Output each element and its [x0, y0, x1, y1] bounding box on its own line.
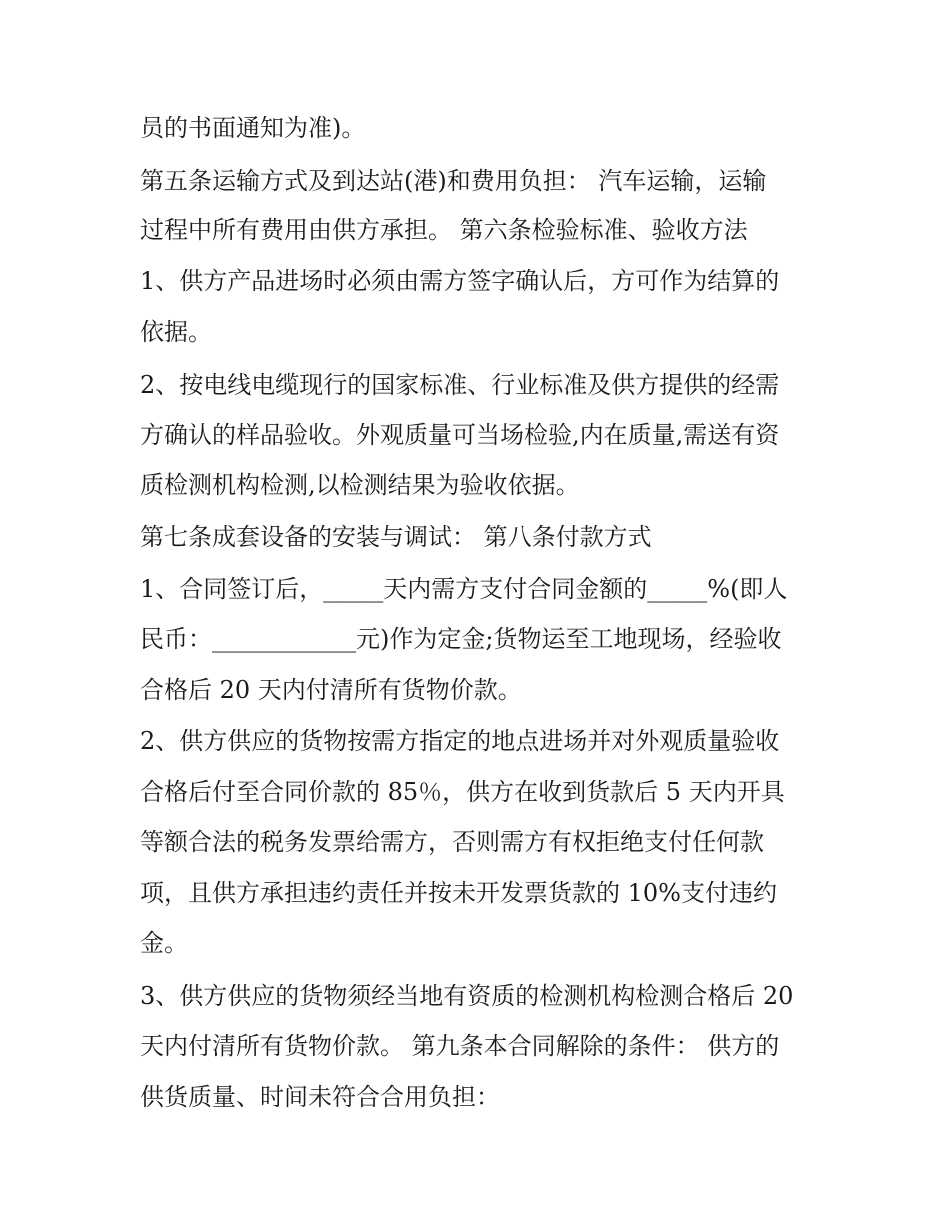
text-line: 合格后 20 天内付清所有货物价款。	[140, 676, 522, 704]
text-line: 金。	[140, 929, 188, 957]
text-line: 依据。	[140, 318, 212, 346]
text-line: 2、供方供应的货物按需方指定的地点进场并对外观质量验收	[140, 727, 780, 755]
text-line: 合格后付至合同价款的 85％，供方在收到货款后 5 天内开具	[140, 778, 785, 806]
text-line: 方确认的样品验收。外观质量可当场检验,内在质量,需送有资	[140, 421, 780, 449]
text-line: 项，且供方承担违约责任并按未开发票货款的 10%支付违约	[140, 879, 777, 907]
text-line: 第五条运输方式及到达站(港)和费用负担： 汽车运输，运输	[140, 167, 767, 195]
text-line: 天内付清所有货物价款。 第九条本合同解除的条件： 供方的	[140, 1032, 780, 1060]
text-line: 过程中所有费用由供方承担。 第六条检验标准、验收方法	[140, 216, 748, 244]
text-line: 等额合法的税务发票给需方，否则需方有权拒绝支付任何款	[140, 828, 764, 856]
text-line: 第七条成套设备的安装与调试： 第八条付款方式	[140, 523, 652, 551]
text-line: 质检测机构检测,以检测结果为验收依据。	[140, 471, 580, 499]
text-line: 1、合同签订后，_____天内需方支付合同金额的_____%(即人	[140, 575, 788, 603]
text-line: 1、供方产品进场时必须由需方签字确认后，方可作为结算的	[140, 267, 780, 295]
text-line: 员的书面通知为准)。	[140, 114, 366, 142]
text-line: 3、供方供应的货物须经当地有资质的检测机构检测合格后 20	[140, 982, 794, 1010]
text-line: 供货质量、时间未符合合用负担：	[140, 1083, 500, 1111]
text-line: 民币：____________元)作为定金;货物运至工地现场，经验收	[140, 625, 782, 653]
text-line: 2、按电线电缆现行的国家标准、行业标准及供方提供的经需	[140, 371, 780, 399]
